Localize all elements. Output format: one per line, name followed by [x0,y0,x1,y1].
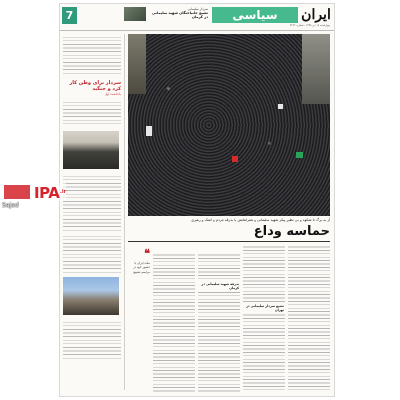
green-flag [296,152,303,158]
article-title: حماسه وداع [253,224,330,239]
newspaper-logo: ایران [301,7,331,23]
headline-sub: تشیع جانباختگان شهید سلیمانی در کرمان [151,11,208,19]
article-column [153,252,195,392]
page-number: 7 [62,7,77,24]
red-flag [232,156,238,162]
masthead [60,4,334,31]
pull-quote [128,248,150,378]
watermark [0,183,66,211]
section-banner: سیاسی [212,7,298,23]
dateline: چهارشنبه ۱۸ دی ۱۳۹۸ - شماره ۷۲۶۶ [289,24,330,27]
article-column [288,244,330,392]
white-flag [146,126,152,136]
watermark-red-block [4,185,30,199]
side-photo-monument [63,277,119,315]
side-column-subtitle: یادداشت اول [104,92,121,96]
headline-top: سردار سلیمانی [187,7,208,11]
side-text-block [63,173,121,233]
watermark-brand: IPA [34,184,60,202]
side-text-block [63,34,121,74]
quote-mark-icon: ❝ [144,247,150,260]
side-text-block [63,233,121,273]
article-column [198,252,240,392]
side-photo-crowd [63,131,119,169]
watermark-tld: .ir [60,189,67,195]
headline-strip [148,7,208,19]
building-left [128,34,146,94]
hero-photo-crowd [128,34,330,216]
title-rule [128,241,330,242]
hero-caption: آز به برگ تا شکوه و بی نظیر پیکر شهید سلیمانی و همراهانش با بدرقه مردم و اشک و رهبری [191,218,330,222]
white-flag [278,104,283,109]
side-column [63,34,121,392]
pull-quote-text: ملت ایران با حضور خود در مراسم تشییع [133,261,150,274]
newspaper-page [60,4,334,396]
article-column [243,244,285,392]
building-right [302,34,330,104]
headline-thumbnail [124,7,146,21]
photo-credit: Sajad [2,202,19,209]
side-column-title: سردار برای وطن کار کرد و جنگید [69,80,121,92]
article-subhead: بدرقه شهید سلیمانی در کرمان [198,282,240,290]
article-subhead: تشیع سردار سلیمانی در تهران [243,304,285,312]
side-text-block [63,319,121,359]
side-text-block [63,99,121,127]
column-divider [124,34,125,390]
